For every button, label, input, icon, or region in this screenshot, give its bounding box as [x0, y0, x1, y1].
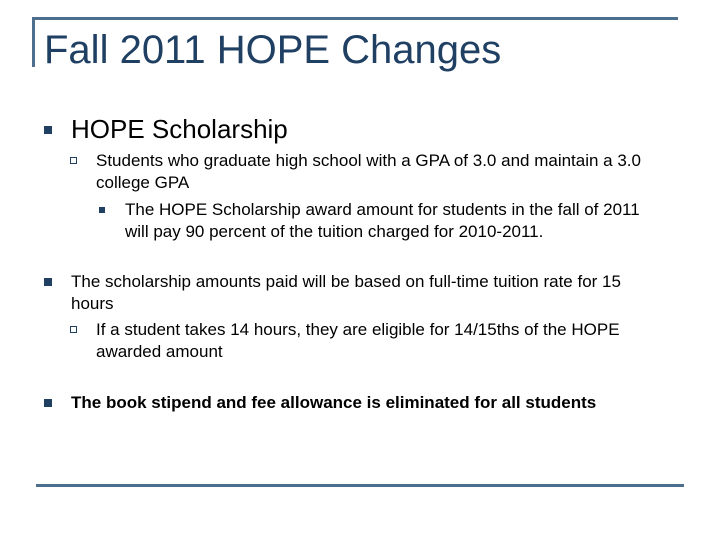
bullet-2-1-line1: If a student takes 14 hours, they are eligible for 14/15ths of the HOPE — [96, 320, 620, 339]
bullet-1-1-1-line1: The HOPE Scholarship award amount for students in the fall of 2011 — [125, 200, 640, 219]
slide-title: Fall 2011 HOPE Changes — [44, 28, 502, 72]
bullet-1-1-1-line2: will pay 90 percent of the tuition charged for 2010-2011. — [125, 222, 544, 241]
bullet-1-1-line2: college GPA — [96, 173, 190, 192]
bullet-1-text: HOPE Scholarship — [71, 114, 288, 144]
bullet-2-line1: The scholarship amounts paid will be based on full-time tuition rate for 15 — [71, 272, 621, 291]
bullet-1-marker — [44, 126, 52, 134]
bottom-rule — [36, 484, 684, 487]
bullet-3-marker — [44, 399, 52, 407]
bullet-1-1-line1: Students who graduate high school with a GPA of 3.0 and maintain a 3.0 — [96, 151, 641, 170]
bullet-2-1-line2: awarded amount — [96, 342, 223, 361]
bullet-1-1-marker — [70, 157, 77, 164]
bullet-3-text: The book stipend and fee allowance is eliminated for all students — [71, 393, 597, 412]
bullet-2-1-marker — [70, 326, 77, 333]
bullet-1-1-1-marker — [99, 207, 105, 213]
title-frame-left — [32, 17, 35, 67]
bullet-2-marker — [44, 278, 52, 286]
bullet-2-line2: hours — [71, 294, 114, 313]
title-frame-top — [32, 17, 678, 20]
